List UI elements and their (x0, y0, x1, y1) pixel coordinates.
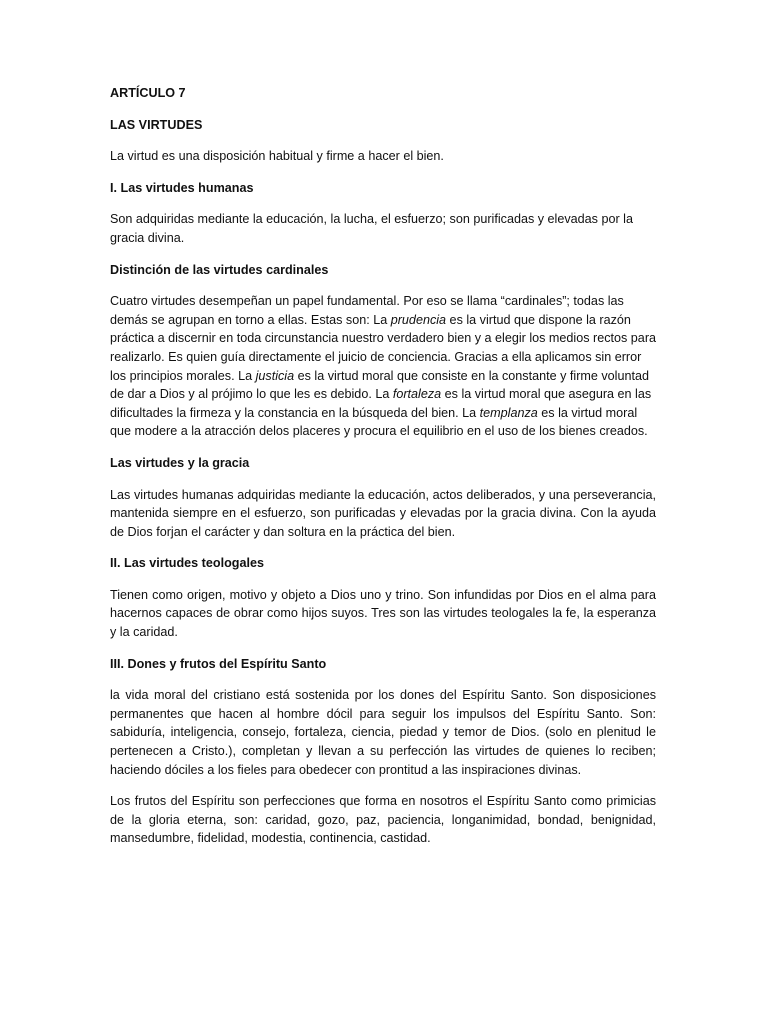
paragraph-dones: la vida moral del cristiano está sostenida por los dones del Espíritu Santo. Son disposiciones permanentes que hacen al hombre dócil para seguir los impulsos del Espíritu Santo. Son: sabiduría, inteligencia, consejo, fortaleza, ciencia, piedad y temor de Dios. (solo en plenitud le pertenecen a Cristo.), completan y llevan a su perfección las virtudes de quienes lo reciben; haciendo dóciles a los fieles para obedecer con prontitud a las inspiraciones divinas. (110, 688, 656, 777)
cardinales-text-1: Cuatro virtudes desempeñan un papel fundamental. Por eso se llama “cardinales”; todas las demás se agrupan en torno a ellas. Estas son: La (110, 294, 624, 327)
paragraph-cardinales (110, 292, 656, 441)
section-heading-cardinales: Distinción de las virtudes cardinales (110, 262, 329, 277)
cardinales-text-5: es la virtud moral que modere a la atracción delos placeres y procura el equilibrio en el uso de los bienes creados. (110, 405, 648, 439)
cardinales-text-4: es la virtud moral que asegura en las dificultades la firmeza y la constancia en la búsqueda del bien. La (110, 387, 652, 420)
paragraph-gracia: Las virtudes humanas adquiridas mediante la educación, actos deliberados, y una perseverancia, mantenida siempre en el esfuerzo, son purificadas y elevadas por la gracia divina. Con la ayuda de Dios forjan el carácter y dan soltura en la práctica del bien. (110, 487, 656, 539)
term-justicia: justicia (255, 368, 295, 383)
intro-paragraph: La virtud es una disposición habitual y firme a hacer el bien. (110, 149, 444, 164)
section-heading-gracia: Las virtudes y la gracia (110, 455, 250, 470)
section-heading-dones-frutos: III. Dones y frutos del Espíritu Santo (110, 656, 327, 671)
paragraph-frutos: Los frutos del Espíritu son perfecciones que forma en nosotros el Espíritu Santo como primicias de la gloria eterna, son: caridad, gozo, paz, paciencia, longanimidad, bondad, benignidad, mansedumbre, fidelidad, modestia, continencia, castidad. (110, 794, 656, 846)
term-prudencia: prudencia (390, 312, 447, 327)
paragraph-virtudes-humanas: Son adquiridas mediante la educación, la lucha, el esfuerzo; son purificadas y elevadas por la gracia divina. (110, 212, 633, 245)
section-heading-teologales: II. Las virtudes teologales (110, 556, 264, 571)
cardinales-text-2: es la virtud que dispone la razón práctica a discernir en toda circunstancia nuestro verdadero bien y a elegir los medios rectos para realizarlo. Es quien guía directamente el juicio de conciencia. Gracias a ella aplicamos sin error los principios morales. La (110, 312, 657, 383)
document-title: LAS VIRTUDES (110, 117, 203, 132)
article-number: ARTÍCULO 7 (110, 86, 186, 100)
cardinales-text-3: es la virtud moral que consiste en la constante y firme voluntad de dar a Dios y al prójimo lo que les es debido. La (110, 368, 650, 402)
paragraph-teologales: Tienen como origen, motivo y objeto a Dios uno y trino. Son infundidas por Dios en el alma para hacernos capaces de obrar como hijos suyos. Tres son las virtudes teologales la fe, la esperanza y la caridad. (110, 587, 656, 640)
term-fortaleza: fortaleza (392, 387, 442, 402)
term-templanza: templanza (479, 405, 538, 420)
section-heading-virtudes-humanas: I. Las virtudes humanas (110, 180, 254, 195)
